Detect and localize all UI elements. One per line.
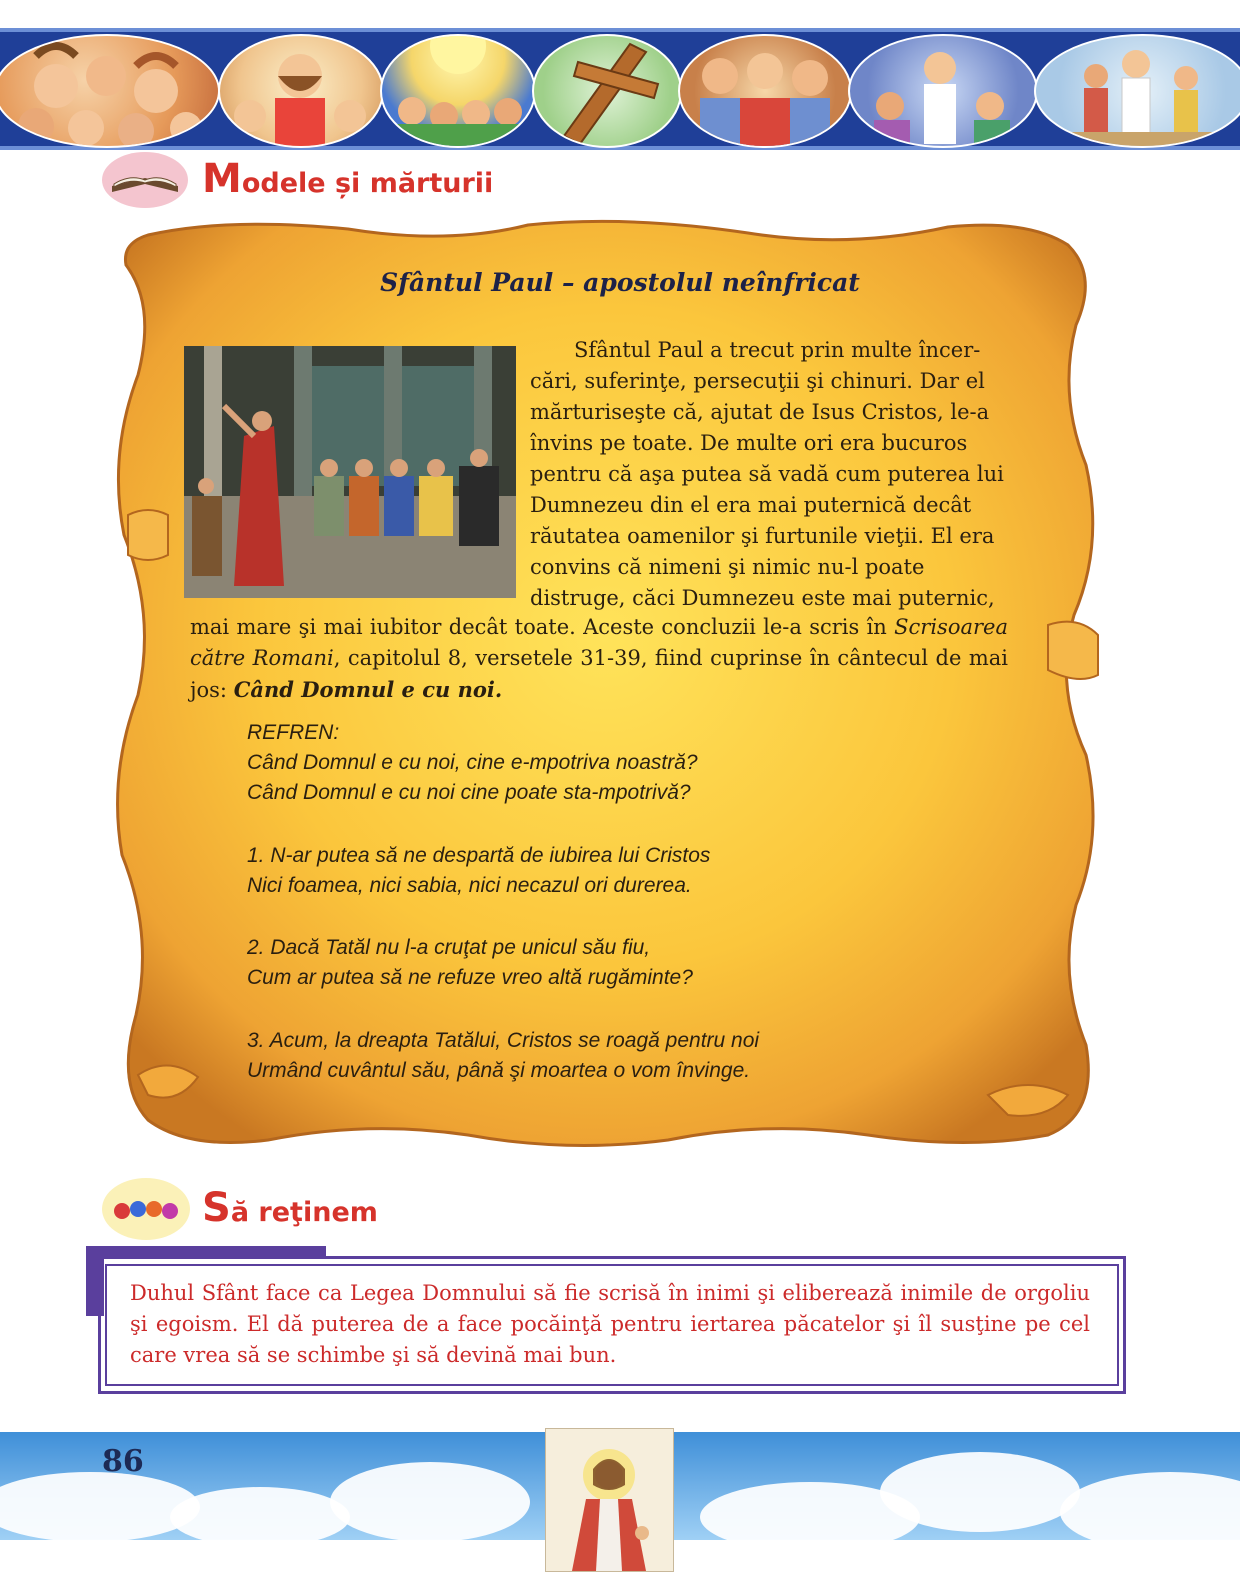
jesus-figure — [546, 1429, 673, 1571]
lyric-line: Cum ar putea să ne refuze vreo altă rugăminte? — [247, 966, 693, 989]
refrain-label: REFREN: — [247, 721, 340, 744]
jesus-footer-illustration — [545, 1428, 674, 1572]
wrap-line: pentru că aşa putea să vadă cum puterea lui — [530, 462, 1004, 486]
lyric-line: Nici foamea, nici sabia, nici necazul ori durerea. — [247, 874, 692, 897]
book-icon — [102, 152, 188, 208]
vignette-cross — [532, 34, 682, 148]
supper-illustration — [680, 36, 850, 146]
crowd-jesus-illustration — [850, 36, 1036, 146]
colored-beads-icon — [102, 1178, 190, 1240]
cloud — [0, 1472, 200, 1540]
lyric-line: Urmând cuvântul său, până şi moartea o vom învinge. — [247, 1059, 751, 1082]
band-stripe-top — [0, 28, 1240, 32]
vignette-crowd-praising — [380, 34, 536, 148]
children-illustration — [0, 36, 218, 146]
section-title-rest: ă reţinem — [230, 1197, 378, 1228]
vignette-children-with-jesus — [0, 34, 220, 148]
letter-title: Scrisoarea către Romani — [190, 615, 1008, 670]
full-text-part: mai mare şi mai iubitor decât toate. Aceste concluzii le-a scris în — [190, 615, 895, 639]
vignette-jesus-in-crowd — [848, 34, 1038, 148]
walking-illustration — [1036, 36, 1240, 146]
saint-paul-painting — [184, 346, 516, 598]
lyric-line: 1. N-ar putea să ne despartă de iubirea lui Cristos — [247, 844, 711, 867]
song-verse-2 — [247, 933, 1007, 993]
article-title: Sfântul Paul – apostolul neînfricat — [380, 268, 860, 297]
wrap-line: convins că nimeni şi nimic nu-l poate — [530, 555, 925, 579]
section-title-cap: M — [202, 156, 242, 202]
article-full-paragraph — [190, 612, 1008, 706]
cloud — [880, 1452, 1080, 1532]
cross-icon — [534, 36, 680, 146]
wrap-line: mărturiseşte că, ajutat de Isus Cristos, le-a — [530, 400, 990, 424]
wrap-line: cări, suferinţe, persecuţii şi chinuri. Dar el — [530, 369, 985, 393]
jesus-blessing-illustration — [220, 36, 382, 146]
section-title-retinem — [202, 1185, 378, 1231]
cloud — [170, 1487, 350, 1540]
wrap-line: Dumnezeu din el era mai puternică decât — [530, 493, 972, 517]
cloud — [1060, 1472, 1240, 1540]
crowd-illustration — [382, 36, 534, 146]
wrap-line: învins pe toate. De multe ori era bucuros — [530, 431, 968, 455]
section-title-rest: odele și mărturii — [241, 168, 494, 199]
lyric-line: Când Domnul e cu noi, cine e-mpotriva noastră? — [247, 751, 698, 774]
header-illustration-band — [0, 28, 1240, 150]
article-wrap-paragraph — [530, 335, 1008, 614]
wrap-line: răutatea oamenilor şi furtunile vieţii. El era — [530, 524, 995, 548]
remember-text: Duhul Sfânt face ca Legea Domnului să fie scrisă în inimi şi eliberează inimile de orgoliu şi egoism. El dă puterea de a face pocăinţă pentru iertarea păcatelor şi îl susţine pe cel care vrea să se schimbe şi să devină mai bun. — [130, 1281, 1090, 1367]
painting-illustration — [184, 346, 516, 598]
full-text-part: , capitolul 8, versetele 31-39, fiind cuprinse în cântecul de mai jos: — [190, 646, 1008, 702]
song-title: Când Domnul e cu noi. — [233, 677, 503, 702]
song-verse-1 — [247, 841, 1007, 901]
wrap-line: distruge, căci Dumnezeu este mai puternic, — [530, 586, 995, 610]
section-title-cap: S — [202, 1185, 231, 1231]
lyric-line: 2. Dacă Tatăl nu l-a cruţat pe unicul său fiu, — [247, 936, 651, 959]
page-number: 86 — [102, 1444, 144, 1479]
lyric-line: Când Domnul e cu noi cine poate sta-mpotrivă? — [247, 781, 691, 804]
cloud — [330, 1462, 530, 1540]
section-title-modele — [202, 156, 493, 202]
beads-shape — [102, 1178, 190, 1240]
wrap-line: Sfântul Paul a trecut prin multe încer- — [574, 338, 981, 362]
vignette-last-supper — [678, 34, 852, 148]
vignette-jesus-walking — [1034, 34, 1240, 148]
lyric-line: 3. Acum, la dreapta Tatălui, Cristos se roagă pentru noi — [247, 1029, 760, 1052]
song-refrain — [247, 718, 1007, 808]
vignette-jesus-blessing — [218, 34, 384, 148]
song-verse-3 — [247, 1026, 1007, 1086]
book-icon-shape — [102, 152, 188, 208]
